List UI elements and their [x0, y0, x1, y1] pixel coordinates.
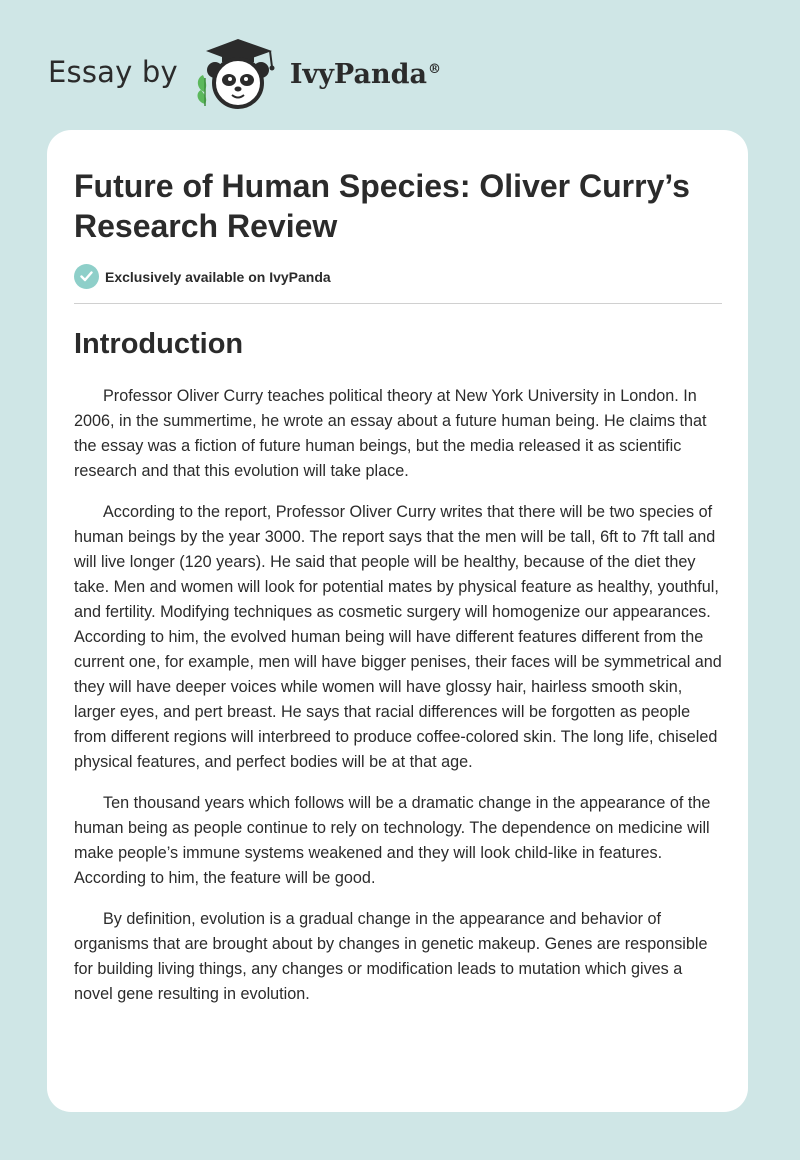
badge-label: Exclusively available on IvyPanda	[105, 268, 331, 285]
exclusive-badge	[74, 264, 331, 289]
paragraph: By definition, evolution is a gradual change in the appearance and behavior of organisms that are brought about by changes in genetic makeup. Genes are responsible for building living things, any changes or modification leads to mutation which gives a novel gene resulting in evolution.	[74, 910, 708, 1003]
divider	[74, 303, 722, 304]
article-card	[47, 130, 748, 1112]
page-title: Future of Human Species: Oliver Curry’s Research Review	[74, 168, 690, 244]
section-heading: Introduction	[74, 328, 244, 360]
brand-name: IvyPanda®	[289, 58, 441, 90]
site-header	[48, 34, 441, 110]
paragraph: Ten thousand years which follows will be a dramatic change in the appearance of the human being as people continue to rely on technology. The dependence on medicine will make people’s immune systems weakened and they will look child-like in features. According to him, the feature will be good.	[74, 794, 711, 887]
registered-mark: ®	[427, 61, 441, 77]
paragraph: According to the report, Professor Oliver Curry writes that there will be two species of human beings by the year 3000. The report says that the men will be tall, 6ft to 7ft tall and will live longer (120 years). He said that people will be healthy, because of the diet they take. Men and women will look for potential mates by physical feature as healthy, youthful, and fertility. Modifying techniques as cosmetic surgery will homogenize our appearances. According to him, the evolved human being will have different features different from the current one, for example, men will have bigger penises, their faces will be symmetrical and they will have deeper voices while women will have glossy hair, hairless smooth skin, larger eyes, and pert breast. He says that racial differences will be forgotten as people from different regions will interbreed to produce coffee-colored skin. The long life, chiseled physical features, and perfect bodies will be at that age.	[74, 503, 722, 771]
paragraph: Professor Oliver Curry teaches political theory at New York University in London. In 2006, in the summertime, he wrote an essay about a future human being. He claims that the essay was a fiction of future human beings, but the media released it as scientific research and that this evolution will take place.	[74, 387, 707, 480]
check-icon	[74, 264, 99, 289]
panda-graduate-icon[interactable]	[192, 34, 284, 110]
article-body	[74, 384, 724, 1023]
essay-by-label: Essay by	[48, 55, 178, 89]
